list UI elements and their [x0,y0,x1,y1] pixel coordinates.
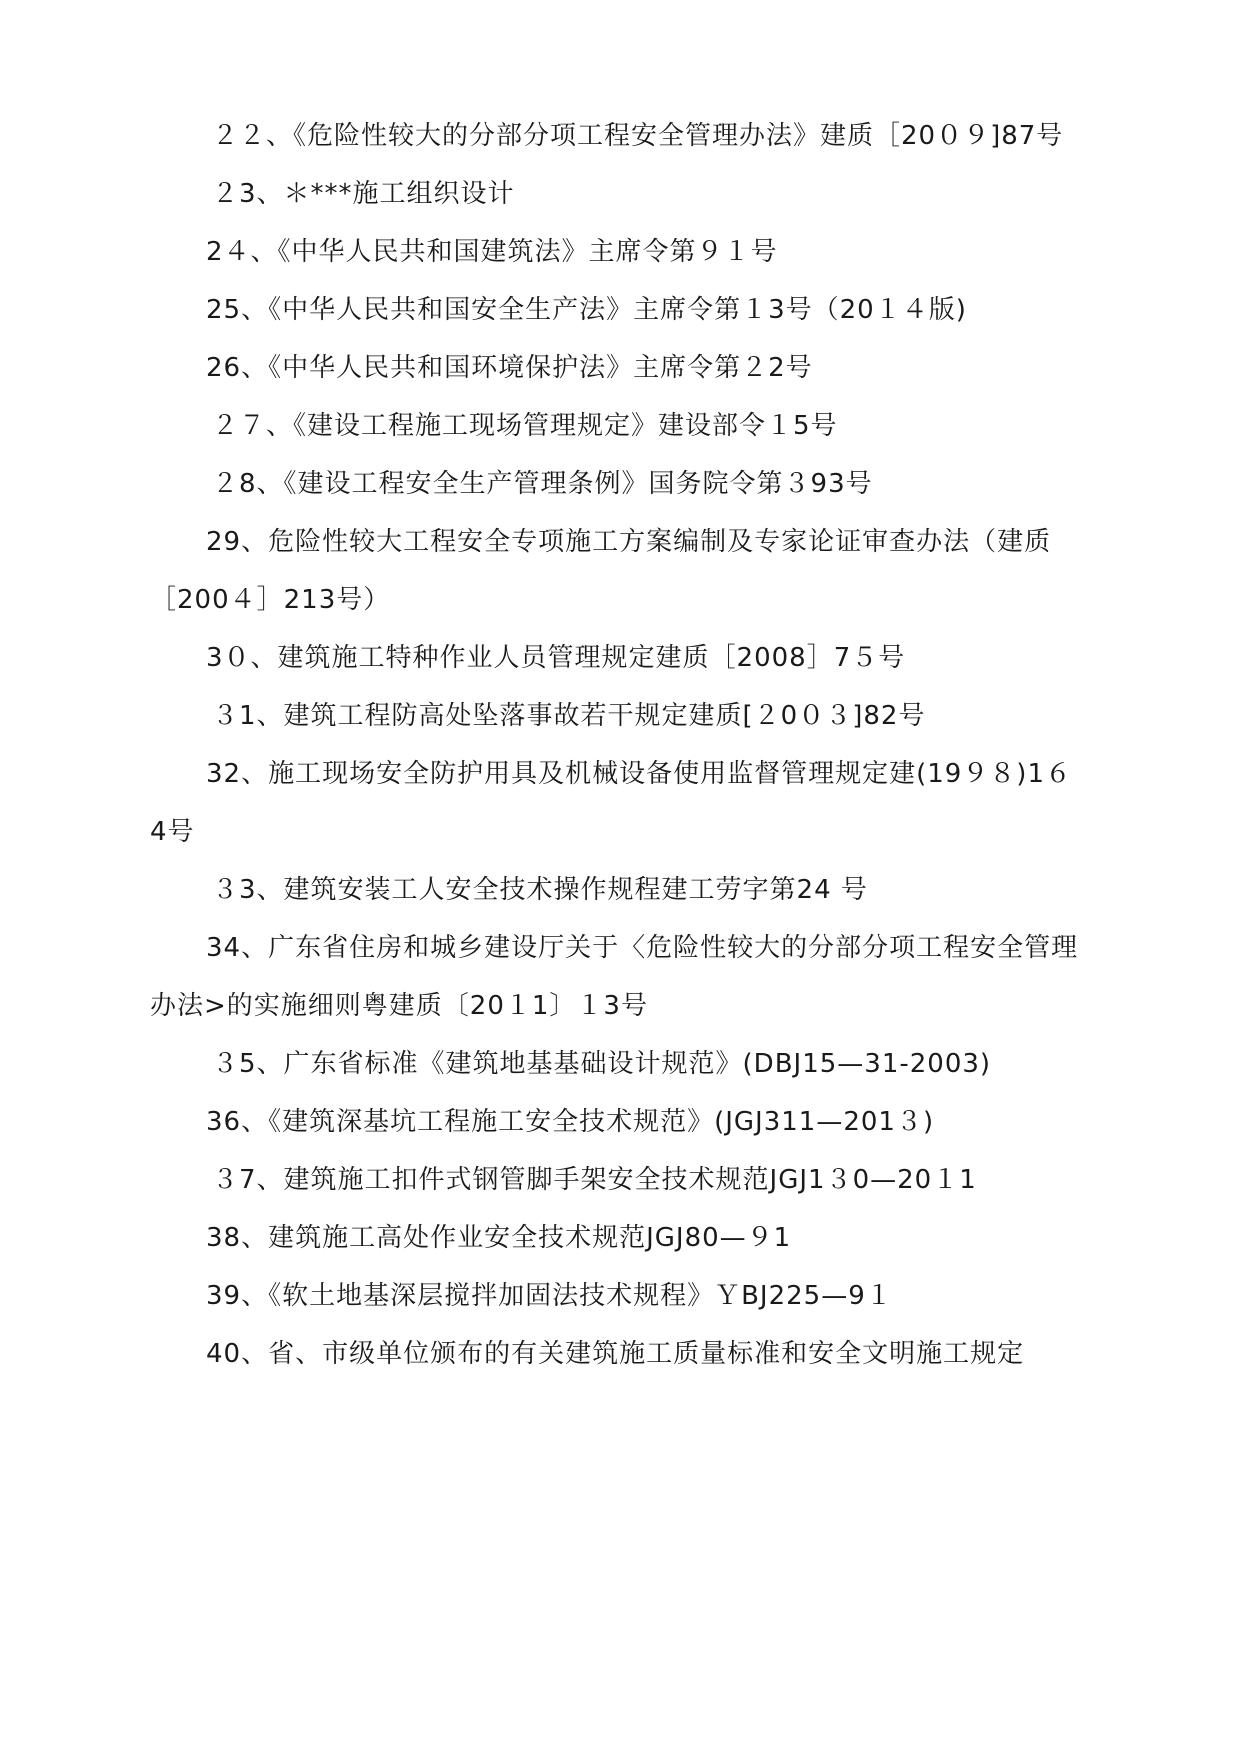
list-item-35: ３5、广东省标准《建筑地基基础设计规范》(DBJ15—31-2003) [212,1049,992,1079]
list-item-30: 3０、建筑施工特种作业人员管理规定建质［2008］7５号 [206,643,906,673]
list-item-34-continuation: 办法>的实施细则粤建质〔20１1〕１3号 [150,991,648,1021]
list-item-22: ２２、《危险性较大的分部分项工程安全管理办法》建质［20０９]87号 [212,121,1064,151]
list-item-26: 26、《中华人民共和国环境保护法》主席令第２2号 [206,353,813,383]
list-item-34: 34、广东省住房和城乡建设厅关于〈危险性较大的分部分项工程安全管理 [206,933,1079,963]
list-item-31: ３1、建筑工程防高处坠落事故若干规定建质[２0０３]82号 [212,701,926,731]
list-item-24: 2４、《中华人民共和国建筑法》主席令第９１号 [206,237,778,267]
list-item-23: ２3、＊***施工组织设计 [212,179,515,209]
list-item-33: ３3、建筑安装工人安全技术操作规程建工劳字第24 号 [212,875,868,905]
list-item-29-continuation: ［200４］213号） [150,585,391,615]
list-item-39: 39、《软土地基深层搅拌加固法技术规程》ＹBJ225—9１ [206,1281,893,1311]
list-item-37: ３7、建筑施工扣件式钢管脚手架安全技术规范JGJ1３0—20１1 [212,1165,977,1195]
list-item-27: ２７、《建设工程施工现场管理规定》建设部令１5号 [212,411,838,441]
list-item-32: 32、施工现场安全防护用具及机械设备使用监督管理规定建(19９８)1６ [206,759,1072,789]
list-item-29: 29、危险性较大工程安全专项施工方案编制及专家论证审查办法（建质 [206,527,1052,557]
list-item-28: ２8、《建设工程安全生产管理条例》国务院令第３93号 [212,469,873,499]
list-item-32-continuation: 4号 [150,817,195,847]
list-item-38: 38、建筑施工高处作业安全技术规范JGJ80—９1 [206,1223,792,1253]
list-item-25: 25、《中华人民共和国安全生产法》主席令第１3号（20１４版) [206,295,967,325]
list-item-40: 40、省、市级单位颁布的有关建筑施工质量标准和安全文明施工规定 [206,1339,1025,1369]
list-item-36: 36、《建筑深基坑工程施工安全技术规范》(JGJ311—201３) [206,1107,935,1137]
